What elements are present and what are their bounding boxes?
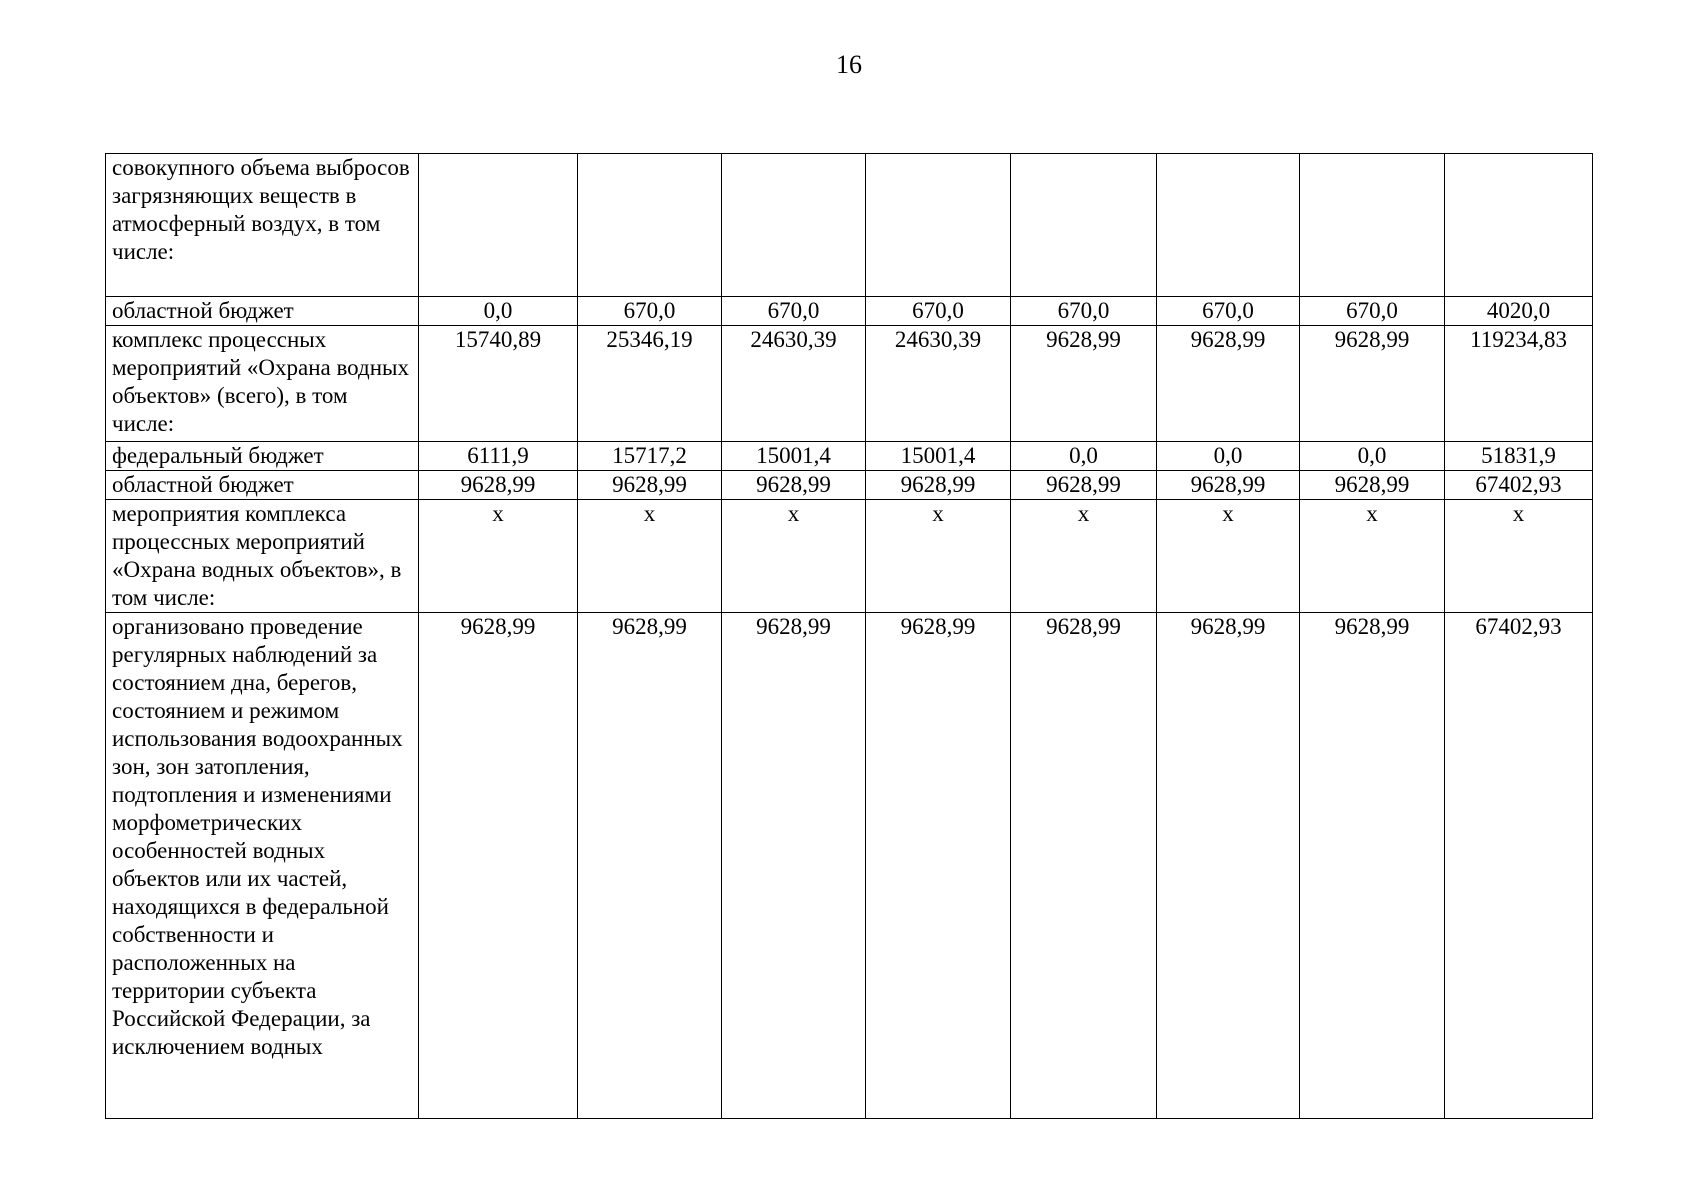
table-cell: 24630,39 <box>866 326 1011 442</box>
table-cell: x <box>419 500 578 613</box>
table-cell: 9628,99 <box>1300 326 1445 442</box>
table-cell: 0,0 <box>1157 442 1300 471</box>
table-cell: 9628,99 <box>1011 471 1157 500</box>
table-cell <box>1300 154 1445 297</box>
table-cell: 6111,9 <box>419 442 578 471</box>
table-cell: 9628,99 <box>578 471 722 500</box>
table-cell: 67402,93 <box>1445 613 1593 1119</box>
row-label: мероприятия комплекса процессных мероприятий «Охрана водных объектов», в том числе: <box>106 500 419 613</box>
table-cell: 9628,99 <box>1011 326 1157 442</box>
row-label: федеральный бюджет <box>106 442 419 471</box>
table-cell: 670,0 <box>866 297 1011 326</box>
row-label: областной бюджет <box>106 297 419 326</box>
row-label: комплекс процессных мероприятий «Охрана водных объектов» (всего), в том числе: <box>106 326 419 442</box>
table-cell: 670,0 <box>722 297 866 326</box>
table-row <box>106 471 1593 500</box>
table-cell: 670,0 <box>1011 297 1157 326</box>
table-cell: 9628,99 <box>1157 471 1300 500</box>
table-cell <box>722 154 866 297</box>
row-label: организовано проведение регулярных наблюдений за состоянием дна, берегов, состоянием и режимом использования водоохранных зон, зон затопления, подтопления и изменениями морфометрических особенностей водных объектов или их частей, находящихся в федеральной собственности и расположенных на территории субъекта Российской Федерации, за исключением водных <box>106 613 419 1119</box>
table-cell: 15717,2 <box>578 442 722 471</box>
row-label: совокупного объема выбросов загрязняющих веществ в атмосферный воздух, в том числе: <box>106 154 419 297</box>
table-row <box>106 442 1593 471</box>
table-cell: x <box>1157 500 1300 613</box>
table-cell: 9628,99 <box>1157 326 1300 442</box>
table-cell: 9628,99 <box>419 471 578 500</box>
table-cell: 670,0 <box>1157 297 1300 326</box>
table-cell: 9628,99 <box>1300 613 1445 1119</box>
table-cell: x <box>866 500 1011 613</box>
table-cell: 15001,4 <box>722 442 866 471</box>
table-cell: x <box>578 500 722 613</box>
table-cell: x <box>722 500 866 613</box>
page-number: 16 <box>836 50 862 79</box>
table-cell <box>1011 154 1157 297</box>
table-cell: 9628,99 <box>578 613 722 1119</box>
table-cell <box>866 154 1011 297</box>
table-cell: 9628,99 <box>722 471 866 500</box>
table-cell <box>1157 154 1300 297</box>
table-cell: 0,0 <box>1011 442 1157 471</box>
table-cell: 25346,19 <box>578 326 722 442</box>
table-cell: 15740,89 <box>419 326 578 442</box>
table-cell: 0,0 <box>419 297 578 326</box>
table-cell <box>1445 154 1593 297</box>
table-cell: 24630,39 <box>722 326 866 442</box>
table-row <box>106 297 1593 326</box>
budget-table <box>105 153 1593 1119</box>
table-row <box>106 613 1593 1119</box>
table-cell: 15001,4 <box>866 442 1011 471</box>
table-cell: 0,0 <box>1300 442 1445 471</box>
table-cell: 670,0 <box>578 297 722 326</box>
table-row <box>106 500 1593 613</box>
table-cell: 9628,99 <box>722 613 866 1119</box>
table-cell: 4020,0 <box>1445 297 1593 326</box>
table-cell: 119234,83 <box>1445 326 1593 442</box>
table-cell: x <box>1011 500 1157 613</box>
table-cell: x <box>1300 500 1445 613</box>
table-cell: 9628,99 <box>866 613 1011 1119</box>
table-cell <box>578 154 722 297</box>
table-cell: 9628,99 <box>1300 471 1445 500</box>
table-cell: 670,0 <box>1300 297 1445 326</box>
table-cell <box>419 154 578 297</box>
table-cell: 67402,93 <box>1445 471 1593 500</box>
table-cell: 9628,99 <box>866 471 1011 500</box>
table-row <box>106 154 1593 297</box>
table-cell: 9628,99 <box>1011 613 1157 1119</box>
table-cell: 9628,99 <box>1157 613 1300 1119</box>
table-cell: 9628,99 <box>419 613 578 1119</box>
table-cell: 51831,9 <box>1445 442 1593 471</box>
table-row <box>106 326 1593 442</box>
row-label: областной бюджет <box>106 471 419 500</box>
table-cell: x <box>1445 500 1593 613</box>
